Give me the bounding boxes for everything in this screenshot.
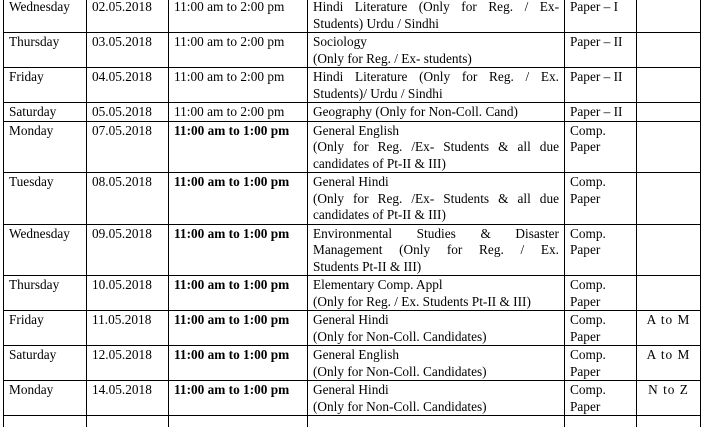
paper-line: Paper [570,190,601,206]
subject-line: Sociology [313,34,367,49]
exam-day: Saturday [4,346,87,381]
exam-time: 11:00 am to 1:00 pm [169,381,308,416]
subject-line: candidates of Pt-II & III) [313,155,446,171]
exam-paper [565,311,637,346]
exam-paper [565,346,637,381]
cutoff-cell [308,416,565,427]
exam-day: Wednesday [4,224,87,276]
exam-date: 14.05.2018 [87,381,169,416]
exam-time: 11:00 am to 2:00 pm [169,103,308,122]
candidate-group: A to M [637,311,701,346]
exam-date: 02.05.2018 [87,0,169,33]
exam-day: Friday [4,68,87,103]
exam-time: 11:00 am to 1:00 pm [169,173,308,225]
exam-day: Tuesday [4,173,87,225]
exam-subject [308,173,565,225]
table-row [4,68,701,103]
exam-day: Saturday [4,103,87,122]
exam-day: Thursday [4,33,87,68]
subject-line: Management (Only for Reg. / Ex. [313,242,559,257]
candidate-group: N to Z [637,381,701,416]
table-row [4,381,701,416]
exam-subject [308,346,565,381]
candidate-group [637,224,701,276]
paper-line: Comp. [570,225,606,241]
candidate-group [637,276,701,311]
exam-time: 11:00 am to 2:00 pm [169,0,308,33]
exam-paper [565,173,637,225]
exam-subject [308,33,565,68]
table-row [4,0,701,33]
subject-line: (Only for Non-Coll. Candidates) [313,363,487,379]
subject-line: Hindi Literature (Only for Reg. / Ex- [313,0,559,14]
exam-subject [308,121,565,173]
paper-line: Paper [570,398,601,414]
exam-paper [565,276,637,311]
subject-line: (Only for Non-Coll. Candidates) [313,398,487,414]
subject-line: (Only for Non-Coll. Candidates) [313,328,487,344]
subject-line: Students Pt-II & III) [313,258,422,274]
table-row [4,121,701,173]
table-row [4,173,701,225]
exam-subject [308,68,565,103]
cutoff-cell [637,416,701,427]
exam-paper [565,103,637,122]
paper-line: Paper [570,328,601,344]
candidate-group [637,103,701,122]
table-row [4,276,701,311]
paper-line: Paper [570,363,601,379]
exam-day: Friday [4,311,87,346]
paper-line: Comp. [570,382,606,397]
candidate-group [637,121,701,173]
exam-subject [308,103,565,122]
candidate-group [637,33,701,68]
subject-line: Students)/ Urdu / Sindhi [313,85,443,101]
exam-time: 11:00 am to 1:00 pm [169,224,308,276]
exam-subject [308,0,565,33]
paper-line: Paper – I [570,0,618,14]
paper-line: Comp. [570,312,606,327]
subject-line: General English [313,347,400,362]
exam-paper [565,0,637,33]
exam-date: 07.05.2018 [87,121,169,173]
exam-date: 04.05.2018 [87,68,169,103]
exam-date: 11.05.2018 [87,311,169,346]
exam-date: 05.05.2018 [87,103,169,122]
subject-line: General Hindi [313,312,389,327]
exam-subject [308,311,565,346]
schedule-body [4,0,701,427]
cutoff-cell [565,416,637,427]
paper-line: Comp. [570,174,606,189]
exam-paper [565,33,637,68]
exam-time: 11:00 am to 1:00 pm [169,311,308,346]
exam-day: Wednesday [4,0,87,33]
exam-date: 08.05.2018 [87,173,169,225]
candidate-group [637,173,701,225]
paper-line: Paper – II [570,104,623,119]
exam-subject [308,276,565,311]
paper-line: Paper [570,139,601,154]
exam-paper [565,224,637,276]
exam-date: 09.05.2018 [87,224,169,276]
paper-line: Paper [570,242,601,257]
table-row [4,33,701,68]
exam-schedule-table [3,0,701,427]
subject-line: Students) Urdu / Sindhi [313,15,439,31]
paper-line: Paper – II [570,69,623,84]
exam-paper [565,68,637,103]
subject-line: Hindi Literature (Only for Reg. / Ex. [313,69,559,84]
table-row [4,311,701,346]
cutoff-cell [4,416,87,427]
subject-line: Environmental Studies & Disaster [313,225,559,241]
cutoff-cell [87,416,169,427]
exam-time: 11:00 am to 1:00 pm [169,346,308,381]
exam-time: 11:00 am to 2:00 pm [169,33,308,68]
table-row-cutoff [4,416,701,427]
exam-date: 10.05.2018 [87,276,169,311]
exam-subject [308,381,565,416]
cutoff-cell [169,416,308,427]
subject-line: Elementary Comp. Appl [313,277,443,292]
subject-line: Geography (Only for Non-Coll. Cand) [313,104,518,119]
subject-line: (Only for Reg. /Ex- Students & all due [313,190,559,206]
exam-day: Thursday [4,276,87,311]
paper-line: Comp. [570,122,606,138]
subject-line: (Only for Reg. / Ex. Students Pt-II & III) [313,293,531,309]
subject-line: General English [313,122,400,138]
paper-line: Paper [570,293,601,309]
exam-date: 12.05.2018 [87,346,169,381]
paper-line: Paper – II [570,34,623,49]
exam-day: Monday [4,121,87,173]
subject-line: (Only for Reg. /Ex- Students & all due [313,139,559,154]
exam-paper [565,381,637,416]
candidate-group [637,0,701,33]
exam-date: 03.05.2018 [87,33,169,68]
table-row [4,224,701,276]
subject-line: General Hindi [313,382,389,397]
candidate-group: A to M [637,346,701,381]
table-row [4,103,701,122]
subject-line: candidates of Pt-II & III) [313,207,446,222]
exam-time: 11:00 am to 1:00 pm [169,121,308,173]
exam-day: Monday [4,381,87,416]
exam-subject [308,224,565,276]
candidate-group [637,68,701,103]
exam-time: 11:00 am to 1:00 pm [169,276,308,311]
exam-paper [565,121,637,173]
paper-line: Comp. [570,277,606,292]
subject-line: (Only for Reg. / Ex- students) [313,50,472,66]
subject-line: General Hindi [313,174,389,189]
exam-time: 11:00 am to 2:00 pm [169,68,308,103]
table-row [4,346,701,381]
paper-line: Comp. [570,347,606,362]
